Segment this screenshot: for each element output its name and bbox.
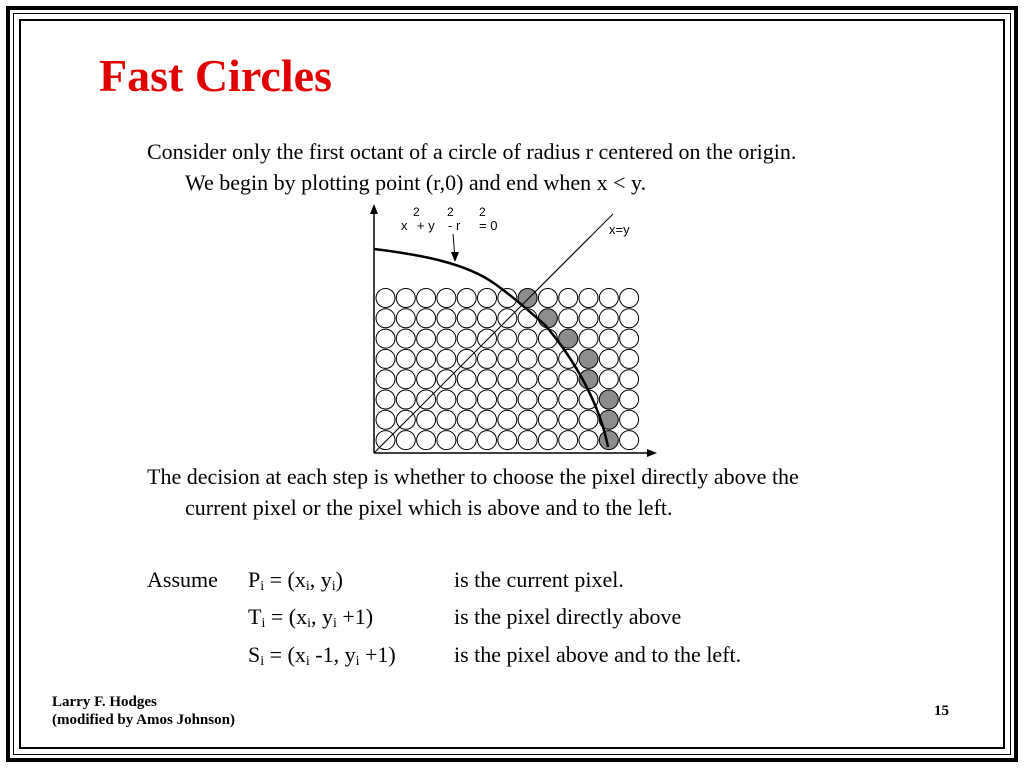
pixel: [437, 370, 456, 389]
page-number: 15: [934, 703, 949, 719]
pixel: [396, 390, 415, 409]
pixel: [437, 309, 456, 328]
equation-pointer-arrow: [451, 252, 459, 262]
pixel: [396, 329, 415, 348]
pixel: [538, 431, 557, 450]
equation-term-r: - r: [448, 218, 461, 233]
pixel: [396, 410, 415, 429]
pixel: [478, 349, 497, 368]
definition-s-description: is the pixel above and to the left.: [454, 642, 742, 667]
pixel: [417, 370, 436, 389]
pixel: [620, 410, 639, 429]
pixel: [538, 370, 557, 389]
pixel: [559, 390, 578, 409]
pixel: [559, 289, 578, 308]
pixel: [518, 410, 537, 429]
pixel: [417, 410, 436, 429]
octant-diagram-svg: [345, 200, 670, 465]
equation-term-x: x: [401, 218, 408, 233]
shaded-pixel: [579, 349, 598, 368]
pixel: [620, 431, 639, 450]
pixel: [620, 329, 639, 348]
shaded-pixel: [599, 390, 618, 409]
pixel: [457, 390, 476, 409]
pixel: [437, 410, 456, 429]
pixel: [498, 309, 517, 328]
x-axis-arrow: [647, 449, 657, 457]
pixel: [620, 349, 639, 368]
pixel: [579, 410, 598, 429]
pixel: [620, 289, 639, 308]
equation-term-y: + y: [417, 218, 435, 233]
pixel: [417, 349, 436, 368]
pixel: [457, 289, 476, 308]
pixel: [518, 309, 537, 328]
pixel: [376, 410, 395, 429]
pixel: [498, 329, 517, 348]
definition-p-description: is the current pixel.: [454, 567, 624, 592]
pixel: [396, 309, 415, 328]
pixel: [417, 289, 436, 308]
pixel: [559, 309, 578, 328]
pixel: [478, 309, 497, 328]
pixel: [518, 390, 537, 409]
pixel: [559, 370, 578, 389]
pixel: [478, 390, 497, 409]
pixel: [599, 289, 618, 308]
pixel: [376, 349, 395, 368]
pixel: [498, 349, 517, 368]
pixel: [498, 431, 517, 450]
intro-line-1: Consider only the first octant of a circle of radius r centered on the origin.: [147, 139, 797, 164]
intro-line-2: We begin by plotting point (r,0) and end when x < y.: [185, 170, 647, 195]
pixel: [478, 431, 497, 450]
pixel: [457, 410, 476, 429]
pixel: [599, 309, 618, 328]
y-axis-arrow: [370, 204, 378, 214]
pixel: [579, 431, 598, 450]
footer-credits: [52, 693, 235, 729]
pixel: [457, 309, 476, 328]
pixel: [417, 390, 436, 409]
pixel: [538, 349, 557, 368]
pixel-grid: [376, 289, 639, 450]
pixel: [376, 431, 395, 450]
pixel: [376, 309, 395, 328]
pixel: [498, 410, 517, 429]
pixel: [376, 329, 395, 348]
equation-exponent-3: 2: [479, 205, 486, 219]
equation-term-zero: = 0: [479, 218, 498, 233]
decision-paragraph: [147, 461, 927, 523]
assume-label: Assume: [147, 567, 218, 592]
decision-line-2: current pixel or the pixel which is above and to the left.: [185, 495, 673, 520]
pixel: [396, 289, 415, 308]
equation-exponent-1: 2: [413, 205, 420, 219]
pixel: [376, 390, 395, 409]
pixel: [457, 329, 476, 348]
pixel: [518, 370, 537, 389]
pixel: [559, 431, 578, 450]
pixel: [579, 309, 598, 328]
definition-p: $P_i = (x_i$, $y_i$): [248, 567, 343, 594]
footer-author: Larry F. Hodges: [52, 694, 157, 710]
pixel: [498, 390, 517, 409]
pixel: [498, 370, 517, 389]
pixel: [620, 390, 639, 409]
octant-pixel-diagram: [345, 200, 670, 465]
pixel: [599, 329, 618, 348]
definition-s: $S_i = (x_i$ -1, $y_i +1$): [248, 642, 396, 669]
pixel: [599, 349, 618, 368]
pixel: [538, 410, 557, 429]
equation-exponent-2: 2: [447, 205, 454, 219]
definition-t: $T_i = (x_i$, $y_i +1$): [248, 604, 374, 631]
pixel: [437, 431, 456, 450]
footer-modified-by: (modified by Amos Johnson): [52, 712, 235, 728]
pixel: [376, 370, 395, 389]
shaded-pixel: [538, 309, 557, 328]
pixel: [538, 390, 557, 409]
pixel: [417, 309, 436, 328]
decision-line-1: The decision at each step is whether to choose the pixel directly above the: [147, 464, 799, 489]
pixel: [518, 329, 537, 348]
pixel: [437, 349, 456, 368]
pixel: [396, 431, 415, 450]
pixel: [518, 349, 537, 368]
pixel: [538, 289, 557, 308]
slide-title: Fast Circles: [99, 50, 332, 101]
pixel: [417, 329, 436, 348]
diagonal-label-leader: [530, 236, 591, 297]
pixel: [457, 431, 476, 450]
diagonal-label: x=y: [609, 222, 630, 237]
pixel: [478, 329, 497, 348]
pixel: [478, 410, 497, 429]
pixel: [437, 289, 456, 308]
pixel: [437, 329, 456, 348]
pixel: [478, 370, 497, 389]
pixel: [457, 370, 476, 389]
pixel: [437, 390, 456, 409]
pixel: [559, 410, 578, 429]
pixel: [620, 370, 639, 389]
pixel: [376, 289, 395, 308]
pixel: [599, 370, 618, 389]
pixel: [417, 431, 436, 450]
definition-t-description: is the pixel directly above: [454, 604, 682, 629]
pixel: [579, 329, 598, 348]
pixel: [478, 289, 497, 308]
pixel: [457, 349, 476, 368]
pixel: [518, 431, 537, 450]
pixel: [396, 349, 415, 368]
pixel: [620, 309, 639, 328]
intro-paragraph: [147, 136, 927, 198]
pixel: [396, 370, 415, 389]
pixel: [579, 289, 598, 308]
